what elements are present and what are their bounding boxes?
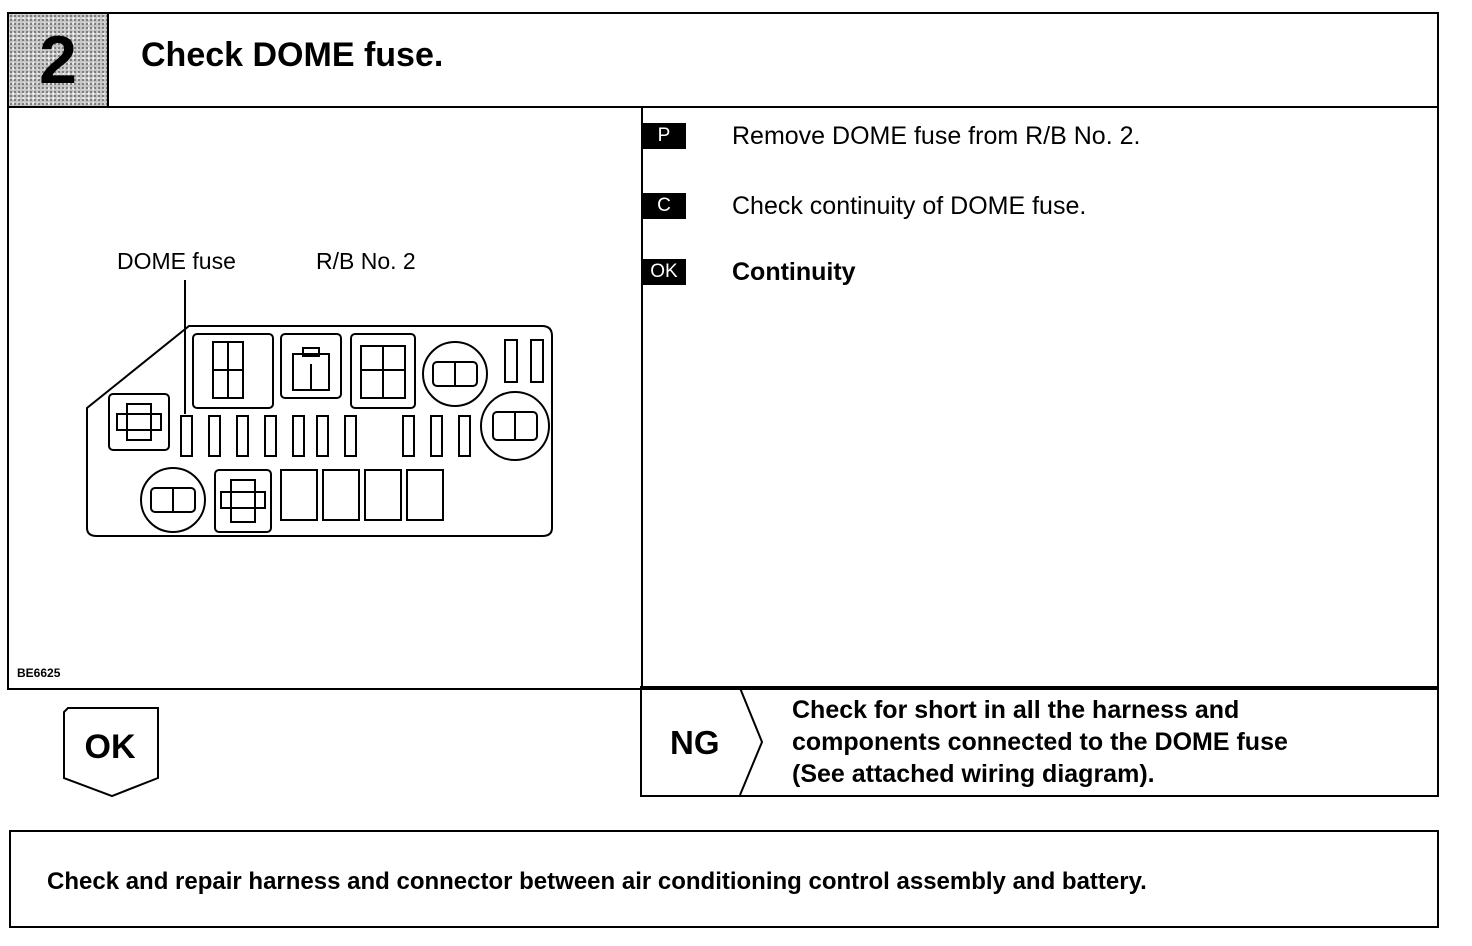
relay-slot-2 — [323, 470, 359, 520]
relay-block-diagram — [9, 108, 641, 688]
relay-slot-4 — [407, 470, 443, 520]
prepare-badge: P — [642, 123, 686, 149]
step-row-prepare — [642, 121, 1141, 150]
relay-block-figure — [9, 108, 641, 688]
fuse-top-2 — [531, 340, 543, 382]
ng-instruction — [792, 694, 1288, 790]
step-row-check — [642, 191, 1087, 220]
step-number-box — [9, 14, 109, 106]
step-title: Check DOME fuse. — [141, 36, 444, 74]
dome-fuse-label: DOME fuse — [117, 248, 236, 274]
figure-id: BE6625 — [17, 666, 61, 680]
step-row-ok — [642, 257, 856, 286]
relay-slot-1 — [281, 470, 317, 520]
main-panel — [7, 106, 1439, 690]
final-instruction-box — [9, 830, 1439, 928]
ng-line: components connected to the DOME fuse — [792, 728, 1288, 756]
ng-line: (See attached wiring diagram). — [792, 760, 1155, 788]
ng-line: Check for short in all the harness and — [792, 696, 1240, 724]
dome-fuse — [181, 416, 192, 456]
check-badge: C — [642, 193, 686, 219]
fuse-top-1 — [505, 340, 517, 382]
relay-slot-3 — [365, 470, 401, 520]
step-number: 2 — [39, 22, 77, 98]
chevron-right-icon — [738, 688, 768, 795]
relay-block-label: R/B No. 2 — [316, 248, 416, 274]
ok-label: OK — [84, 728, 136, 766]
final-instruction: Check and repair harness and connector between air conditioning control assembly and battery. — [47, 868, 1147, 895]
step-header — [7, 12, 1439, 108]
step-text-result: Continuity — [732, 257, 856, 286]
ng-result-box — [640, 686, 1439, 797]
ng-label: NG — [670, 724, 720, 761]
ok-result-box — [62, 706, 160, 798]
ok-badge: OK — [642, 259, 686, 285]
step-text-prepare: Remove DOME fuse from R/B No. 2. — [732, 121, 1141, 150]
step-text-check: Check continuity of DOME fuse. — [732, 191, 1087, 220]
